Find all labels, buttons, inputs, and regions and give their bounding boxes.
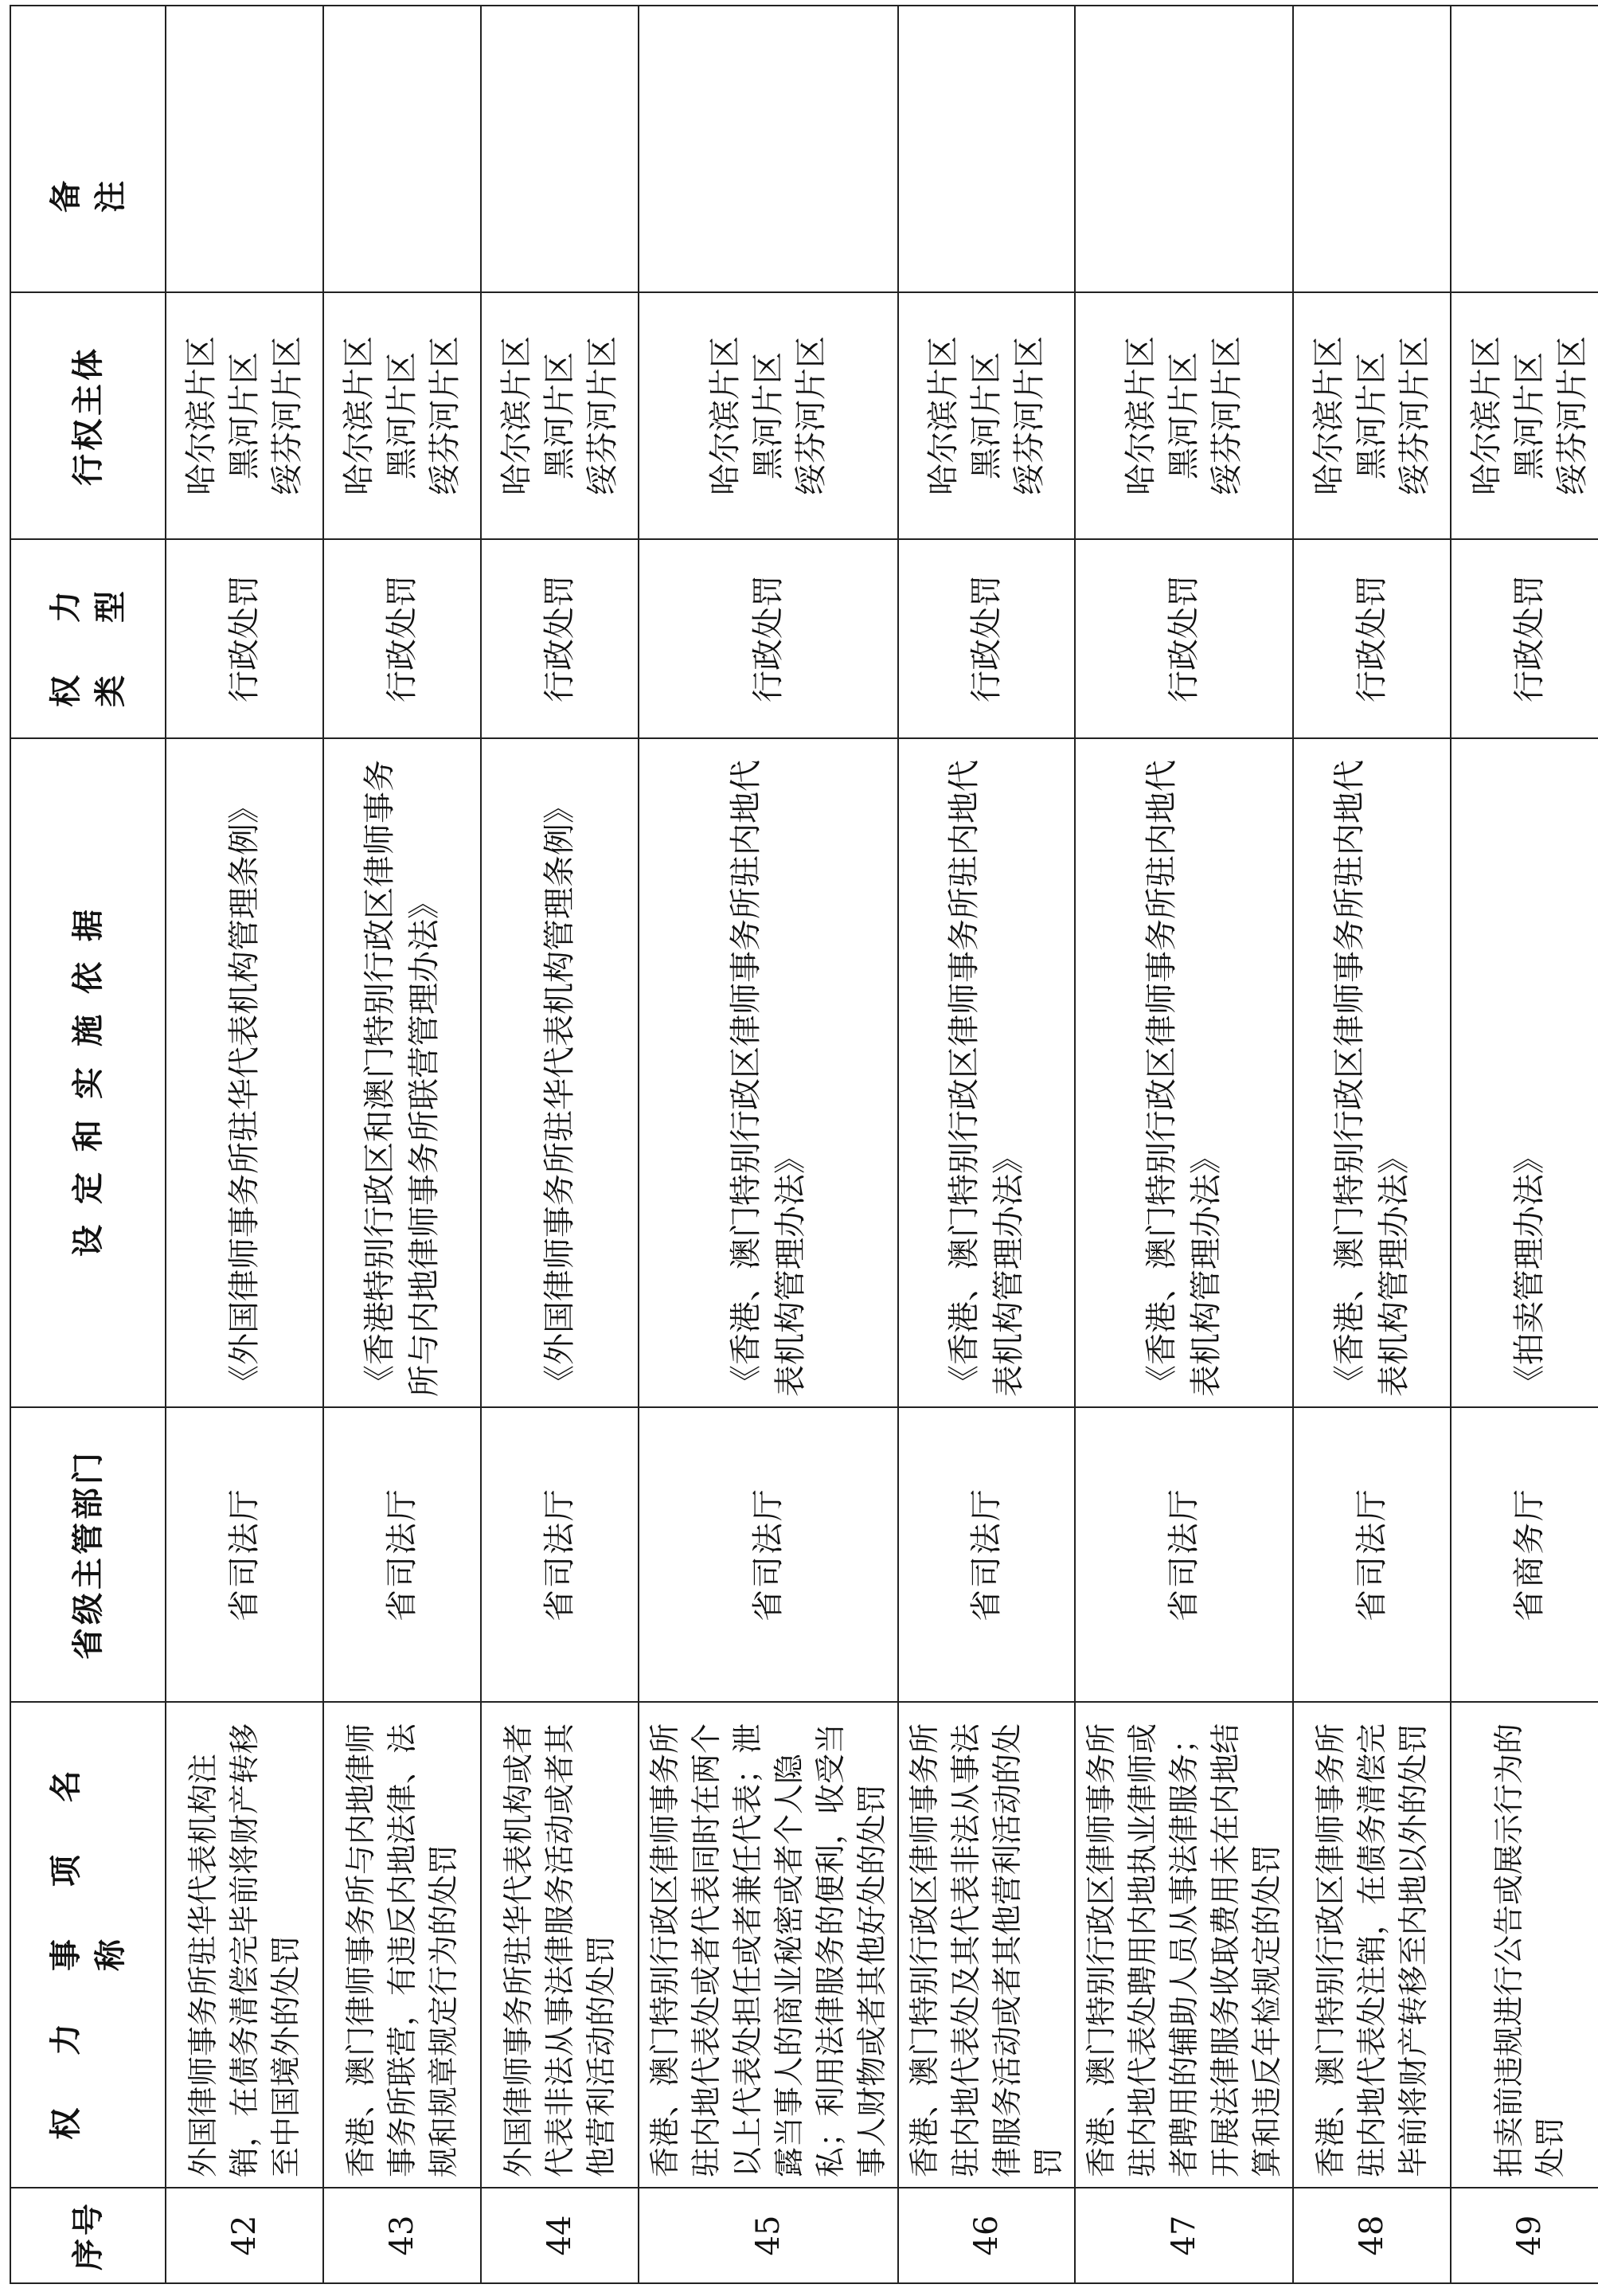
- row-department: 省司法厅: [166, 1407, 323, 1702]
- subject-item: 绥芬河片区: [1011, 336, 1048, 495]
- row-subjects: [1451, 292, 1598, 539]
- header-note: 备 注: [10, 6, 166, 292]
- row-power-name: 香港、澳门特别行政区律师事务所驻内地代表处或者代表同时在两个以上代表处担任或者兼任代表；泄露当事人的商业秘密或者个人隐私；利用法律服务的便利，收受当事人财物或者其他好处的处罚: [639, 1702, 898, 2188]
- row-seq: 45: [639, 2188, 898, 2283]
- row-department: 省商务厅: [1451, 1407, 1598, 1702]
- row-power-name: 拍卖前违规进行公告或展示行为的处罚: [1451, 1702, 1598, 2188]
- table-row: [1451, 6, 1598, 2283]
- subject-item: 黑河片区: [226, 352, 263, 479]
- row-department: 省司法厅: [639, 1407, 898, 1702]
- subject-item: 绥芬河片区: [427, 336, 463, 495]
- subject-item: 哈尔滨片区: [1468, 336, 1505, 495]
- row-power-type: 行政处罚: [898, 539, 1075, 738]
- table-row: [166, 6, 323, 2283]
- table-row: [481, 6, 639, 2283]
- table-row: [323, 6, 481, 2283]
- subject-item: 绥芬河片区: [269, 336, 306, 495]
- row-power-type: 行政处罚: [1075, 539, 1293, 738]
- row-note: [323, 6, 481, 292]
- table-row: [1075, 6, 1293, 2283]
- row-subjects: [166, 292, 323, 539]
- row-legal-basis: 《香港、澳门特别行政区律师事务所驻内地代表机构管理办法》: [1075, 738, 1293, 1407]
- subject-item: 黑河片区: [1166, 352, 1202, 479]
- row-legal-basis: 《拍卖管理办法》: [1451, 738, 1598, 1407]
- subject-item: 黑河片区: [384, 352, 420, 479]
- row-note: [481, 6, 639, 292]
- header-dept: 省级主管部门: [10, 1407, 166, 1702]
- subject-item: 哈尔滨片区: [183, 336, 220, 495]
- row-legal-basis: 《香港、澳门特别行政区律师事务所驻内地代表机构管理办法》: [639, 738, 898, 1407]
- subject-item: 绥芬河片区: [1554, 336, 1591, 495]
- row-seq: 46: [898, 2188, 1075, 2283]
- subject-item: 黑河片区: [750, 352, 787, 479]
- row-department: 省司法厅: [1075, 1407, 1293, 1702]
- row-note: [639, 6, 898, 292]
- row-seq: 48: [1293, 2188, 1451, 2283]
- subject-item: 黑河片区: [1511, 352, 1548, 479]
- row-subjects: [639, 292, 898, 539]
- row-power-name: 香港、澳门特别行政区律师事务所驻内地代表处及其代表非法从事法律服务活动或者其他营利活动的处罚: [898, 1702, 1075, 2188]
- row-power-name: 香港、澳门特别行政区律师事务所驻内地代表处聘用内地执业律师或者聘用的辅助人员从事法律服务；开展法律服务收取费用未在内地结算和违反年检规定的处罚: [1075, 1702, 1293, 2188]
- row-subjects: [323, 292, 481, 539]
- subject-item: 哈尔滨片区: [498, 336, 535, 495]
- subject-item: 绥芬河片区: [584, 336, 621, 495]
- row-department: 省司法厅: [323, 1407, 481, 1702]
- table-row: [1293, 6, 1451, 2283]
- row-note: [1075, 6, 1293, 292]
- row-legal-basis: 《外国律师事务所驻华代表机构管理条例》: [481, 738, 639, 1407]
- row-power-name: 香港、澳门律师事务所与内地律师事务所联营，有违反内地法律、法规和规章规定行为的处罚: [323, 1702, 481, 2188]
- subject-item: 哈尔滨片区: [341, 336, 377, 495]
- row-legal-basis: 《香港、澳门特别行政区律师事务所驻内地代表机构管理办法》: [1293, 738, 1451, 1407]
- row-power-type: 行政处罚: [639, 539, 898, 738]
- row-seq: 47: [1075, 2188, 1293, 2283]
- row-seq: 42: [166, 2188, 323, 2283]
- subject-item: 哈尔滨片区: [925, 336, 962, 495]
- row-power-type: 行政处罚: [1293, 539, 1451, 738]
- row-legal-basis: 《外国律师事务所驻华代表机构管理条例》: [166, 738, 323, 1407]
- subject-item: 绥芬河片区: [1397, 336, 1433, 495]
- row-subjects: [1075, 292, 1293, 539]
- row-legal-basis: 《香港、澳门特别行政区律师事务所驻内地代表机构管理办法》: [898, 738, 1075, 1407]
- subject-item: 哈尔滨片区: [707, 336, 744, 495]
- subject-item: 哈尔滨片区: [1311, 336, 1347, 495]
- row-department: 省司法厅: [898, 1407, 1075, 1702]
- row-seq: 43: [323, 2188, 481, 2283]
- header-type: 权 力 类 型: [10, 539, 166, 738]
- row-power-type: 行政处罚: [166, 539, 323, 738]
- subject-item: 黑河片区: [968, 352, 1005, 479]
- rotated-table-container: [10, 6, 1590, 2284]
- row-note: [898, 6, 1075, 292]
- row-note: [1451, 6, 1598, 292]
- row-power-name: 香港、澳门特别行政区律师事务所驻内地代表处注销，在债务清偿完毕前将财产转移至内地以外的处罚: [1293, 1702, 1451, 2188]
- subject-item: 黑河片区: [1354, 352, 1390, 479]
- subject-item: 黑河片区: [541, 352, 578, 479]
- header-subject: 行权主体: [10, 292, 166, 539]
- row-seq: 44: [481, 2188, 639, 2283]
- header-basis: 设定和实施依据: [10, 738, 166, 1407]
- table-row: [898, 6, 1075, 2283]
- table-row: [639, 6, 898, 2283]
- header-row: [10, 6, 166, 2283]
- row-note: [1293, 6, 1451, 292]
- header-name: 权 力 事 项 名 称: [10, 1702, 166, 2188]
- row-seq: 49: [1451, 2188, 1598, 2283]
- row-note: [166, 6, 323, 292]
- row-power-type: 行政处罚: [481, 539, 639, 738]
- subject-item: 绥芬河片区: [1209, 336, 1245, 495]
- subject-item: 绥芬河片区: [793, 336, 830, 495]
- row-power-type: 行政处罚: [323, 539, 481, 738]
- row-department: 省司法厅: [1293, 1407, 1451, 1702]
- row-subjects: [481, 292, 639, 539]
- row-subjects: [898, 292, 1075, 539]
- row-power-name: 外国律师事务所驻华代表机构注销，在债务清偿完毕前将财产转移至中国境外的处罚: [166, 1702, 323, 2188]
- header-seq: 序号: [10, 2188, 166, 2283]
- row-legal-basis: 《香港特别行政区和澳门特别行政区律师事务所与内地律师事务所联营管理办法》: [323, 738, 481, 1407]
- row-power-name: 外国律师事务所驻华代表机构或者代表非法从事法律服务活动或者其他营利活动的处罚: [481, 1702, 639, 2188]
- subject-item: 哈尔滨片区: [1123, 336, 1159, 495]
- row-power-type: 行政处罚: [1451, 539, 1598, 738]
- row-subjects: [1293, 292, 1451, 539]
- power-list-table: [10, 5, 1598, 2284]
- row-department: 省司法厅: [481, 1407, 639, 1702]
